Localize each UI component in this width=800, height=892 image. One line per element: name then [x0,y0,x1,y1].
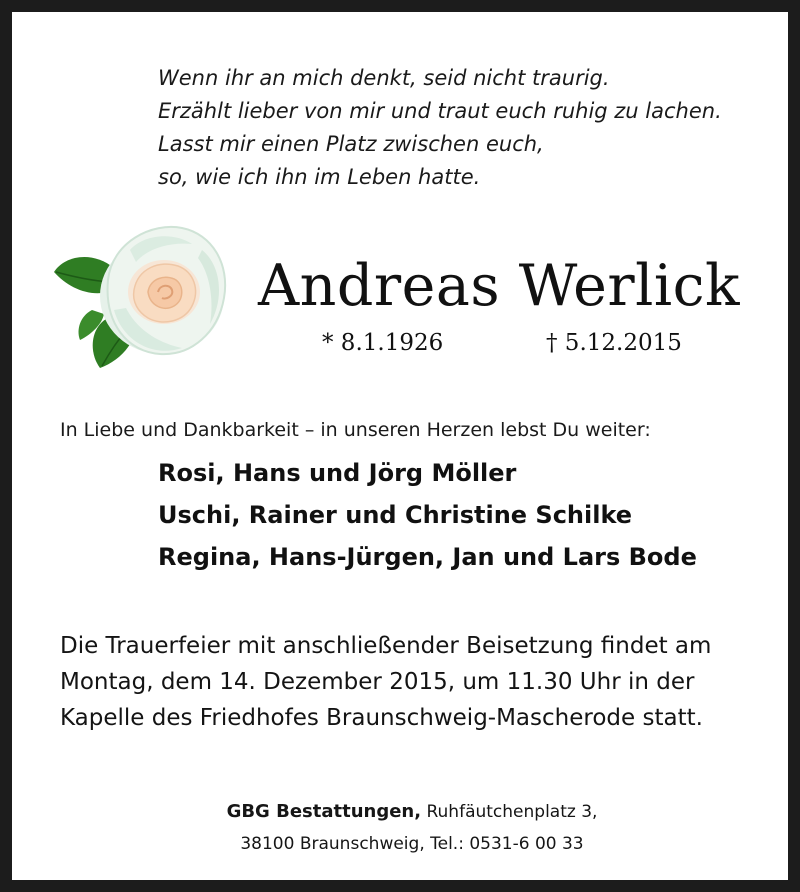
mourner-family: Rosi, Hans und Jörg Möller [158,459,517,487]
undertaker-line-1 [12,796,800,828]
poem-line: Lasst mir einen Platz zwischen euch, [158,132,544,156]
poem-line: Wenn ihr an mich denkt, seid nicht traurig. [158,66,610,90]
poem-line: so, wie ich ihn im Leben hatte. [158,165,481,189]
undertaker-street: Ruhfäutchenplatz 3, [426,802,598,822]
deceased-name: Andreas Werlick [258,253,741,319]
white-rose-icon [52,220,232,370]
mourner-family: Regina, Hans-Jürgen, Jan und Lars Bode [158,543,697,571]
mourner-family: Uschi, Rainer und Christine Schilke [158,501,633,529]
ceremony-notice [60,628,780,736]
ceremony-line: Die Trauerfeier mit anschließender Beisetzung findet am [60,633,712,659]
mourners-intro: In Liebe und Dankbarkeit – in unseren Herzen lebst Du weiter: [60,419,651,441]
undertaker-name: GBG Bestattungen, [226,801,422,822]
poem [158,62,778,194]
ceremony-line: Kapelle des Friedhofes Braunschweig-Mascherode statt. [60,705,703,731]
ceremony-line: Montag, dem 14. Dezember 2015, um 11.30 Uhr in der [60,669,695,695]
undertaker-city-phone: 38100 Braunschweig, Tel.: 0531-6 00 33 [240,834,584,854]
mourner-families [158,452,778,578]
birth-date: * 8.1.1926 [322,330,444,356]
death-date: † 5.12.2015 [546,330,682,356]
poem-line: Erzählt lieber von mir und traut euch ruhig zu lachen. [158,99,722,123]
undertaker-info [12,796,800,860]
